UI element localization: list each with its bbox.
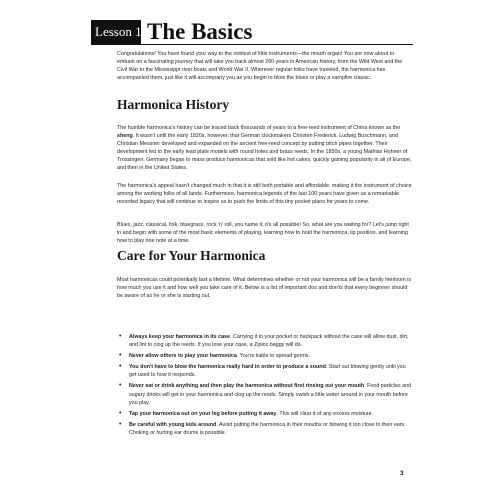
history-paragraph-3: Blues, jazz, classical, folk, bluegrass, rock 'n' roll, you name it, it's all possible! So, what are you waiting for? Let's jump right in and begin with some of the most basic elements of playing, learning how to hold the harmonica, lip position, and learning how to play one note at a time. — [117, 222, 409, 245]
section-heading-care: Care for Your Harmonica — [117, 248, 266, 263]
history-paragraph-2: The harmonica's appeal hasn't changed much in that it is still both portable and affordable, making it the instrument of choice among the working folks of all lands. Furthermore, harmonica legends of the last 100 years have given us a remarkable recorded legacy that will continue to inspire us to push the limits of this tiny pocket piano for years to come. — [117, 183, 412, 206]
list-item — [117, 352, 413, 360]
sheng-term: sheng — [117, 133, 133, 140]
tip-bold: Be careful with young kids around — [129, 421, 217, 428]
history-p1-start: The humble harmonica's history can be traced back thousands of years to a free-reed instrument of China known as the — [117, 125, 401, 131]
tip-bold: Never eat or drink anything and then play the harmonica without first rinsing out your mouth — [129, 383, 365, 390]
intro-paragraph: Congratulations! You have found your way to the noblest of little instruments—the mouth organ! You are now about to embark on a fascinating journey that will take you back almost 200 years in American history, from the Wild West and the Civil War to the Mississippi river boats and World War II. Wherever regular folks have traveled, the harmonica has accompanied them, just like it will accompany you as you begin to blow the blues or play a campfire classic. — [117, 51, 403, 82]
page-title: The Basics — [147, 19, 253, 44]
tip-text: . You're liable to spread germs. — [236, 353, 311, 360]
list-item — [117, 421, 413, 437]
list-item — [117, 363, 413, 379]
lesson-header — [91, 20, 252, 44]
history-paragraph-1 — [117, 124, 412, 173]
care-tips-list — [117, 333, 413, 437]
tip-text: . Start out blowing gently until you get used to how it responds. — [129, 364, 406, 379]
header-divider — [91, 44, 413, 45]
list-item — [117, 333, 413, 349]
bullet-icon: • — [119, 420, 122, 428]
bullet-icon: • — [119, 333, 122, 340]
bullet-icon: • — [119, 363, 122, 371]
bullet-icon: • — [119, 382, 122, 390]
tip-text: . This will clear it of any excess moisture. — [276, 410, 374, 417]
page-number: 3 — [400, 470, 404, 477]
tip-text: . Food particles and sugary drinks will get in your harmonica and clog up the reeds. Simply swish a little water around in your mouth before you play. — [129, 383, 412, 406]
tip-text: . Carrying it in your pocket or backpack without the case will allow dust, dirt, and lint to clog up the reeds. If you lose your case, a Ziploc baggy will do. — [129, 334, 409, 349]
tip-bold: Never allow others to play your harmonica — [129, 353, 237, 360]
bullet-icon: • — [119, 352, 122, 360]
tip-bold: Always keep your harmonica in its case — [129, 334, 230, 340]
tip-bold: Tap your harmonica out on your leg before putting it away — [129, 410, 277, 417]
list-item — [117, 382, 413, 406]
bullet-icon: • — [119, 409, 122, 417]
lesson-label: Lesson 1 — [91, 20, 141, 44]
section-heading-history: Harmonica History — [117, 97, 230, 112]
list-item — [117, 410, 413, 418]
care-intro-paragraph: Most harmonicas could potentially last a lifetime. What determines whether or not your harmonica will be a family heirloom is how much you use it and how well you take care of it. Below is a list of important dos and don'ts that every beginner should be aware of as he or she is starting out. — [117, 277, 412, 300]
tip-bold: You don't have to blow the harmonica really hard in order to produce a sound — [129, 364, 326, 371]
tip-text: . Avoid putting the harmonica in their mouths or blowing it too close to their ears. Choking or hurting ear drums is possible. — [129, 421, 406, 436]
history-p1-end: . It wasn't until the early 1820s, however, that German clockmakers Christen Frederick, Ludwig Buschmann, and Christian Messner developed and expanded on the ancient free-reed concept by putting pitch pipes together. Their development led to the early lead plate models with round holes and brass reeds. In the 1850s, a young Mathias Hohner of Trossingen, Germany began to mass produce harmonicas that sold like hot cakes, quickly gaining popularity in all of Europe, and then in the United States. — [117, 133, 412, 172]
